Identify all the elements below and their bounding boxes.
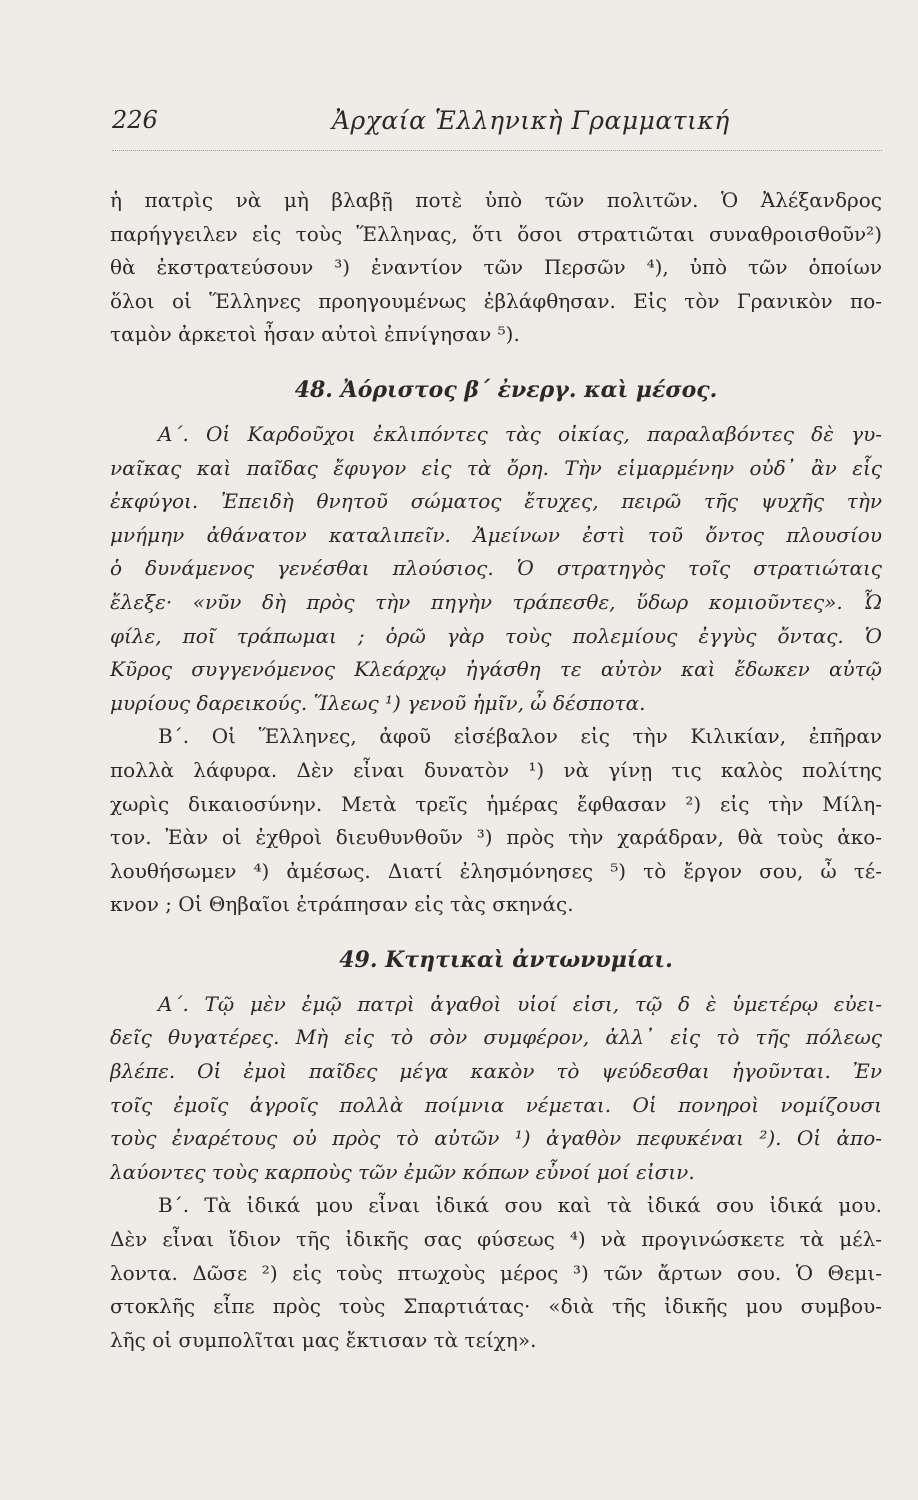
running-title: Ἀρχαία Ἑλληνικὴ Γραμματική [332,106,730,135]
text-line: παρήγγειλεν εἰς τοὺς Ἕλληνας, ὅτι ὅσοι στρατιῶται συναθροισθοῦν²) [110,221,882,246]
text-line: ὁ δυνάμενος γενέσθαι πλούσιος. Ὁ στρατηγὸς τοῖς στρατιώταις [110,556,882,581]
page-number: 226 [112,106,158,134]
section-48-part-b [110,720,882,922]
text-line: τον. Ἐὰν οἱ ἐχθροὶ διευθυνθοῦν ³) πρὸς τὴν χαράδραν, θὰ τοὺς ἀκο- [110,825,882,850]
section-48-heading: 48. Ἀόριστος β΄ ἐνεργ. καὶ μέσος. [294,376,718,403]
text-line: Α΄. Τῷ μὲν ἐμῷ πατρὶ ἀγαθοὶ υἱοί εἰσι, τῷ δ ὲ ὑμετέρῳ εὐει- [158,991,882,1016]
text-line: λουθήσωμεν ⁴) ἀμέσως. Διατί ἐλησμόνησες ⁵) τὸ ἔργον σου, ὦ τέ- [110,858,882,883]
text-line: ὅλοι οἱ Ἕλληνες προηγουμένως ἐβλάφθησαν. Εἰς τὸν Γρανικὸν πο- [110,288,882,313]
text-line: ταμὸν ἀρκετοὶ ἦσαν αὐτοὶ ἐπνίγησαν ⁵). [110,322,520,347]
text-line: φίλε, ποῖ τράπωμαι ; ὁρῶ γὰρ τοὺς πολεμίους ἐγγὺς ὄντας. Ὁ [110,623,882,648]
text-line: μνήμην ἀθάνατον καταλιπεῖν. Ἀμείνων ἐστὶ τοῦ ὄντος πλουσίου [110,522,882,547]
text-line: χωρὶς δικαιοσύνην. Μετὰ τρεῖς ἡμέρας ἔφθασαν ²) εἰς τὴν Μίλη- [110,791,882,816]
text-line: Α΄. Οἱ Καρδοῦχοι ἐκλιπόντες τὰς οἰκίας, παραλαβόντες δὲ γυ- [158,421,882,446]
text-line: Β΄. Τὰ ἰδικά μου εἶναι ἰδικά σου καὶ τὰ ἰδικά σου ἰδικά μου. [158,1193,882,1218]
text-line: κνον ; Οἱ Θηβαῖοι ἐτράπησαν εἰς τὰς σκηνάς. [110,892,574,917]
text-line: ναῖκας καὶ παῖδας ἔφυγον εἰς τὰ ὄρη. Τὴν εἱμαρμένην οὐδ᾽ ἂν εἷς [110,455,882,480]
text-line: ἐκφύγοι. Ἐπειδὴ θνητοῦ σώματος ἔτυχες, πειρῶ τῆς ψυχῆς τὴν [110,489,882,514]
text-line: Κῦρος συγγενόμενος Κλεάρχῳ ἠγάσθη τε αὐτὸν καὶ ἔδωκεν αὐτῷ [110,657,882,682]
text-line: τοὺς ἐναρέτους οὐ πρὸς τὸ αὐτῶν ¹) ἀγαθὸν πεφυκέναι ²). Οἱ ἀπο- [110,1126,882,1151]
text-line: πολλὰ λάφυρα. Δὲν εἶναι δυνατὸν ¹) νὰ γίνῃ τις καλὸς πολίτης [110,757,882,782]
text-line: λῆς οἱ συμπολῖται μας ἔκτισαν τὰ τείχη». [110,1327,537,1352]
text-line: δεῖς θυγατέρες. Μὴ εἰς τὸ σὸν συμφέρον, ἀλλ᾽ εἰς τὸ τῆς πόλεως [110,1025,882,1050]
text-line: λαύοντες τοὺς καρποὺς τῶν ἐμῶν κόπων εὖνοί μοί εἰσιν. [110,1159,695,1184]
section-49-part-b [110,1189,882,1357]
section-48-part-a [110,418,882,720]
text-line: λοντα. Δῶσε ²) εἰς τοὺς πτωχοὺς μέρος ³) τῶν ἄρτων σου. Ὁ Θεμι- [110,1260,882,1285]
page-header [112,98,882,151]
text-line: τοῖς ἐμοῖς ἀγροῖς πολλὰ ποίμνια νέμεται. Οἱ πονηροὶ νομίζουσι [110,1092,882,1117]
text-line: ἡ πατρὶς νὰ μὴ βλαβῇ ποτὲ ὑπὸ τῶν πολιτῶν. Ὁ Ἀλέξανδρος [110,188,882,212]
text-line: Δὲν εἶναι ἴδιον τῆς ἰδικῆς σας φύσεως ⁴) νὰ προγινώσκετε τὰ μέλ- [110,1227,882,1252]
section-49-heading: 49. Κτητικαὶ ἀντωνυμίαι. [339,946,673,973]
page-body [110,184,882,1357]
intro-paragraph [110,184,882,352]
text-line: στοκλῆς εἶπε πρὸς τοὺς Σπαρτιάτας· «διὰ τῆς ἰδικῆς μου συμβου- [110,1294,882,1319]
section-49-part-a [110,988,882,1190]
text-line: θὰ ἐκστρατεύσουν ³) ἐναντίον τῶν Περσῶν ⁴), ὑπὸ τῶν ὁποίων [110,255,882,280]
text-line: Β΄. Οἱ Ἕλληνες, ἀφοῦ εἰσέβαλον εἰς τὴν Κιλικίαν, ἐπῆραν [158,724,882,749]
text-line: ἔλεξε· «νῦν δὴ πρὸς τὴν πηγὴν τράπεσθε, ὕδωρ κομιοῦντες». Ὦ [110,589,882,614]
text-line: βλέπε. Οἱ ἐμοὶ παῖδες μέγα κακὸν τὸ ψεύδεσθαι ἡγοῦνται. Ἐν [110,1059,882,1084]
text-line: μυρίους δαρεικούς. Ἵλεως ¹) γενοῦ ἡμῖν, ὦ δέσποτα. [110,690,646,715]
